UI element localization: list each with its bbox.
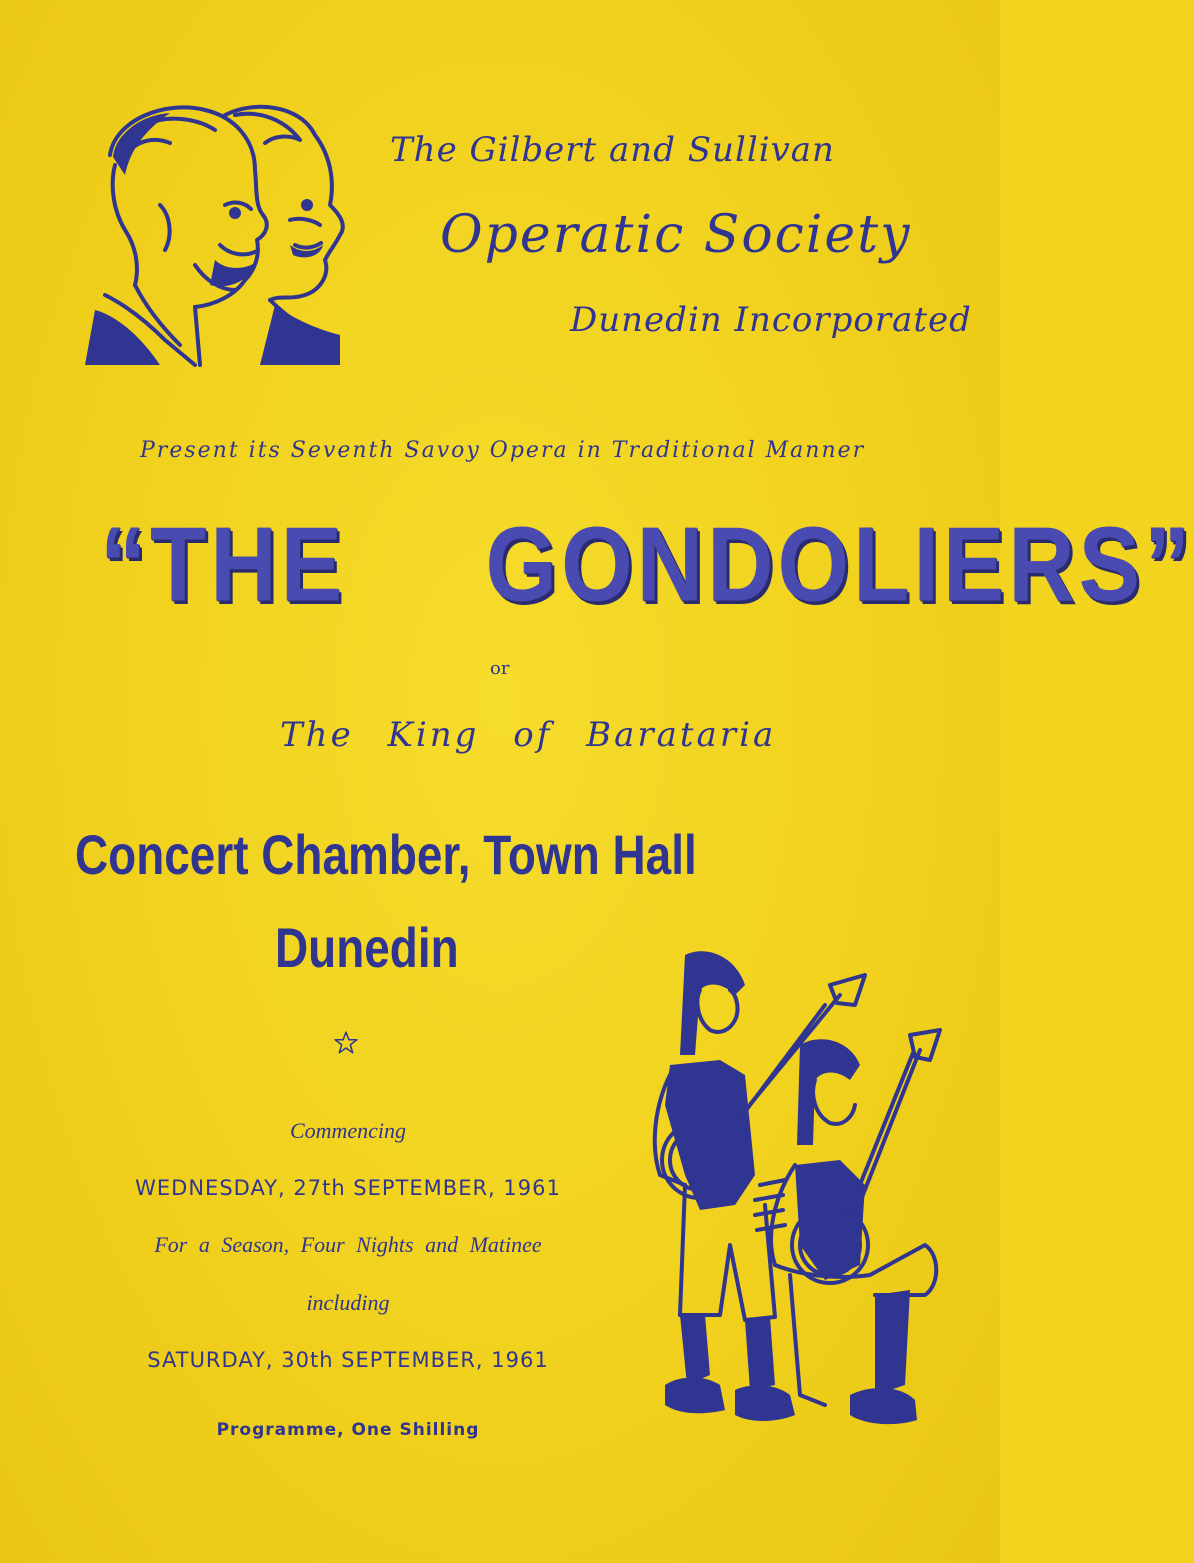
matinee-date: SATURDAY, 30th SEPTEMBER, 1961: [147, 1348, 549, 1372]
star-icon: [333, 1030, 359, 1056]
including-label: including: [306, 1290, 390, 1315]
programme-price: Programme, One Shilling: [216, 1420, 480, 1440]
society-name-line1: The Gilbert and Sullivan: [390, 130, 835, 170]
season-description: For a Season, Four Nights and Matinee: [154, 1232, 542, 1257]
portrait-illustration: [85, 95, 360, 375]
society-name-line3: Dunedin Incorporated: [570, 300, 972, 340]
opera-subtitle: The King of Barataria: [280, 715, 777, 755]
or-connector: or: [490, 658, 510, 679]
opera-title: “THE GONDOLIERS”: [100, 506, 1194, 624]
commencing-label: Commencing: [289, 1118, 407, 1143]
presentation-line: Present its Seventh Savoy Opera in Traditional Manner: [140, 438, 866, 463]
musicians-illustration: [625, 945, 955, 1445]
opening-date: WEDNESDAY, 27th SEPTEMBER, 1961: [135, 1176, 561, 1200]
society-name-line2: Operatic Society: [440, 205, 912, 265]
venue-line2: Dunedin: [275, 916, 459, 979]
venue-line1: Concert Chamber, Town Hall: [75, 823, 697, 886]
